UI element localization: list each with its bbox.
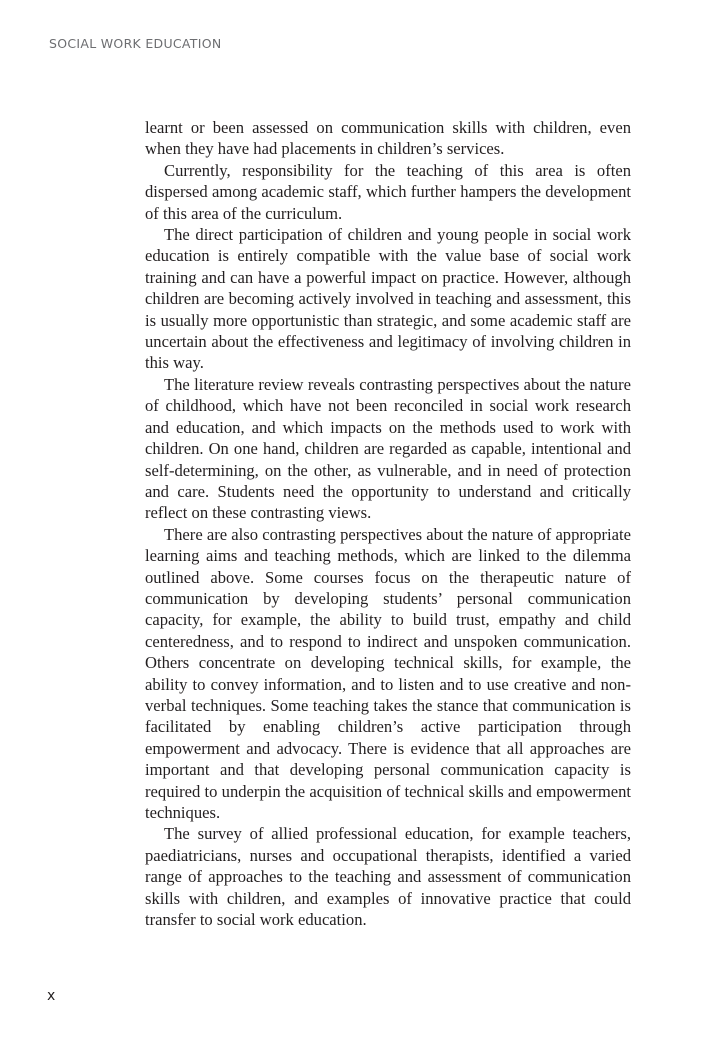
page-number: x — [47, 988, 56, 1004]
paragraph-continued: learnt or been assessed on communication skills with children, even when they have had placements in children’s services. — [145, 118, 631, 159]
paragraph: Currently, responsibility for the teaching of this area is often dispersed among academic staff, which further hampers the development of this area of the curriculum. — [145, 160, 631, 223]
paragraph: The literature review reveals contrasting perspectives about the nature of childhood, which have not been reconciled in social work research and education, and which impacts on the methods used to work with children. On one hand, children are regarded as capable, intentional and self-determining, on the other, as vulnerable, and in need of protection and care. Students need the opportunity to understand and critically reflect on these contrasting views. — [145, 374, 631, 523]
paragraph: The survey of allied professional education, for example teachers, paediatricians, nurses and occupational therapists, identified a varied range of approaches to the teaching and assessment of communication skills with children, and examples of innovative practice that could transfer to social work education. — [145, 824, 631, 930]
paragraph: The direct participation of children and young people in social work education is entirely compatible with the value base of social work training and can have a powerful impact on practice. However, although children are becoming actively involved in teaching and assessment, this is usually more opportunistic than strategic, and some academic staff are uncertain about the effectiveness and legitimacy of involving children in this way. — [145, 225, 631, 373]
running-header: SOCIAL WORK EDUCATION — [49, 36, 222, 51]
paragraph: There are also contrasting perspectives about the nature of appropriate learning aims and teaching methods, which are linked to the dilemma outlined above. Some courses focus on the therapeutic nature of communication by developing students’ personal communication capacity, for example, the ability to build trust, empathy and child centeredness, and to respond to indirect and unspoken communication. Others concentrate on developing technical skills, for example, the ability to convey information, and to listen and to use creative and non-verbal techniques. Some teaching takes the stance that communication is facilitated by enabling children’s active participation through empowerment and advocacy. There is evidence that all approaches are important and that developing personal communication capacity is required to underpin the acquisition of technical skills and empowerment techniques. — [145, 524, 631, 822]
body-text — [145, 117, 631, 930]
